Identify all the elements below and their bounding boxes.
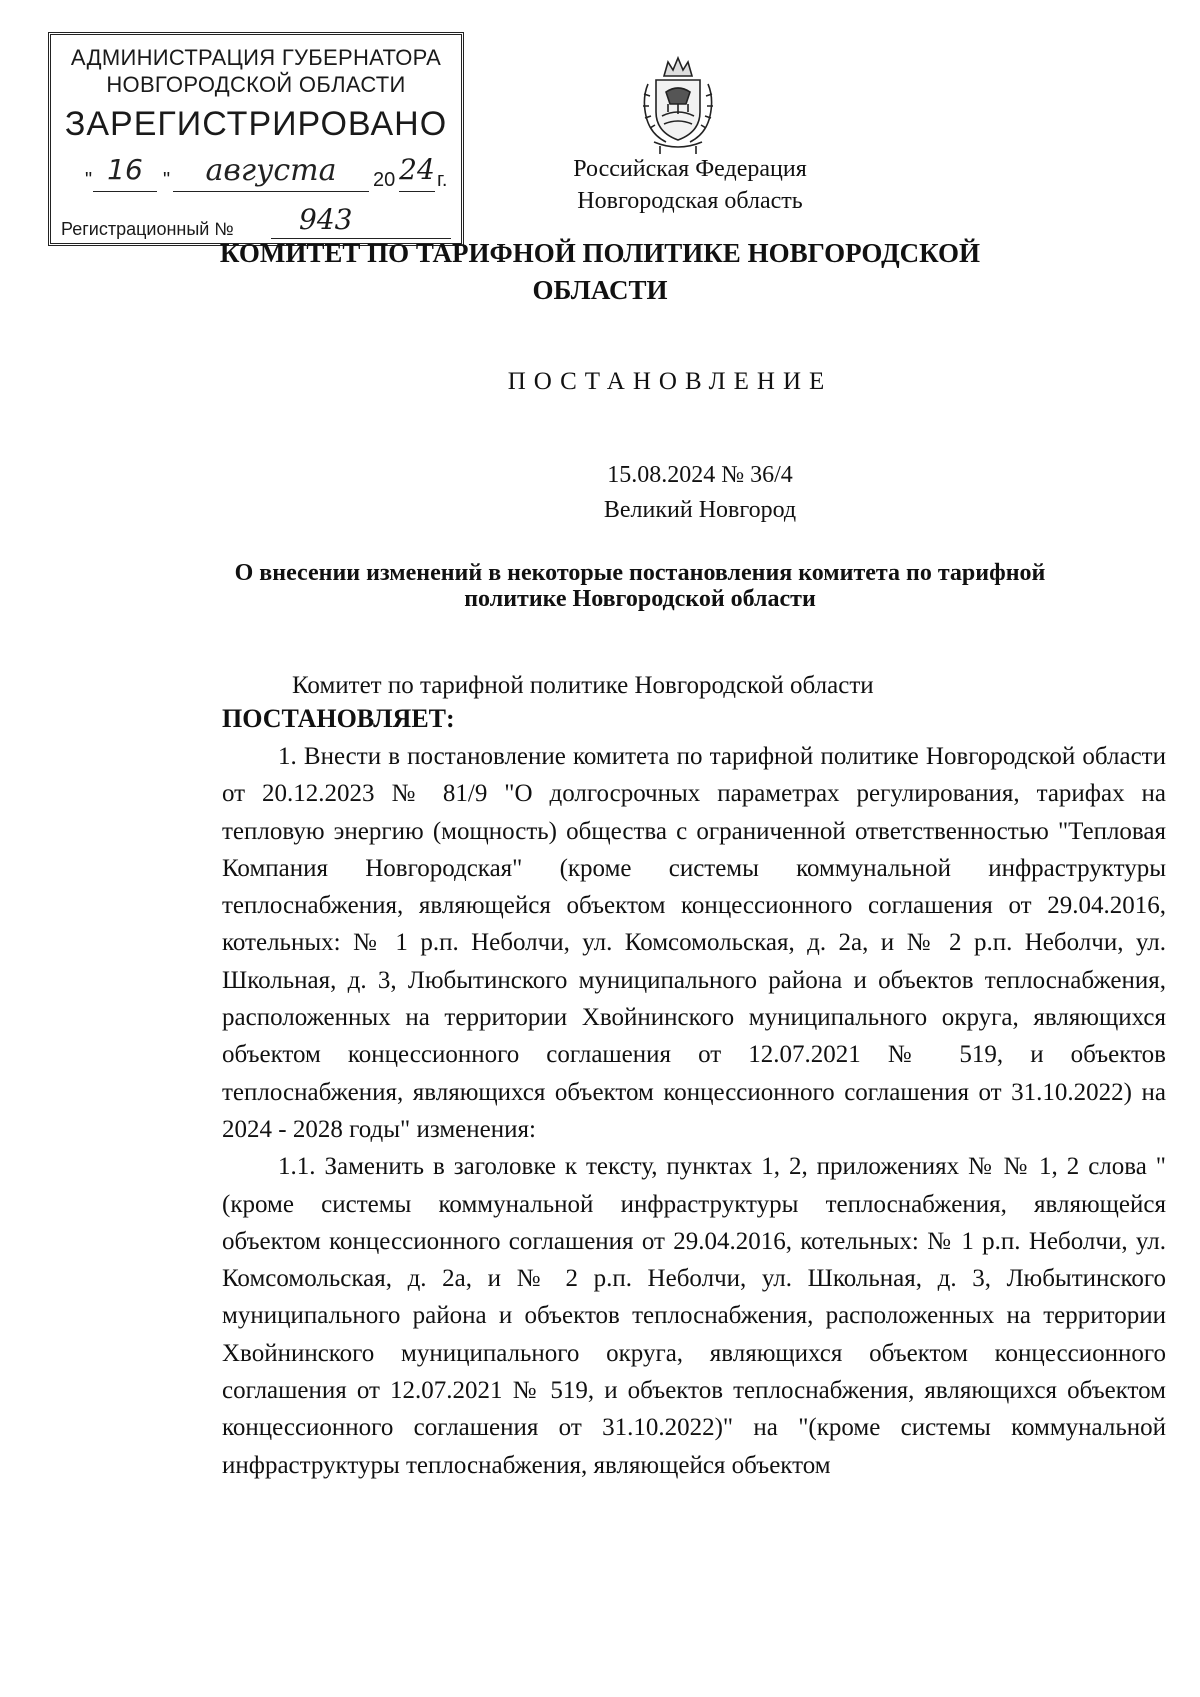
stamp-quote-open: " bbox=[85, 169, 93, 191]
committee-title: КОМИТЕТ ПО ТАРИФНОЙ ПОЛИТИКЕ НОВГОРОДСКОЙ ОБЛАСТИ bbox=[219, 238, 981, 305]
stamp-year-prefix: 20 bbox=[373, 169, 396, 191]
stamp-quote-close: " bbox=[163, 169, 171, 191]
paragraph-1-1: 1.1. Заменить в заголовке к тексту, пунктах 1, 2, приложениях № № 1, 2 слова " (кроме системы коммунальной инфраструктуры теплоснабжения, являющейся объектом концессионного соглашения от 29.04.2016, котельных: № 1 р.п. Неболчи, ул. Комсомольская, д. 2а, и № 2 р.п. Неболчи, ул. Школьная, д. 3, Любытинского муниципального района и объектов теплоснабжения, расположенных на территории Хвойнинского муниципального округа, являющихся объектом концессионного соглашения от 12.07.2021 № 519, и объектов теплоснабжения, являющихся объектом концессионного соглашения от 31.10.2022)" на "(кроме системы коммунальной инфраструктуры теплоснабжения, являющейся объектом bbox=[222, 1153, 1166, 1479]
stamp-day: 16 bbox=[93, 153, 157, 192]
stamp-number-value: 943 bbox=[271, 203, 451, 239]
document-date-number: 15.08.2024 № 36/4 bbox=[607, 462, 793, 488]
document-subject: О внесении изменений в некоторые постановления комитета по тарифной политике Новгородской области bbox=[234, 560, 1046, 612]
resolves-heading: ПОСТАНОВЛЯЕТ: bbox=[222, 704, 455, 733]
coat-of-arms-icon bbox=[636, 54, 720, 158]
paragraph-1: 1. Внести в постановление комитета по тарифной политике Новгородской области от 20.12.2023 № 81/9 "О долгосрочных параметрах регулирования, тарифах на тепловую энергию (мощность) общества с ограниченной ответственностью "Тепловая Компания Новгородская" (кроме системы коммунальной инфраструктуры теплоснабжения, являющейся объектом концессионного соглашения от 29.04.2016, котельных: № 1 р.п. Неболчи, ул. Комсомольская, д. 2а, и № 2 р.п. Неболчи, ул. Школьная, д. 3, Любытинского муниципального района и объектов теплоснабжения, расположенных на территории Хвойнинского муниципального округа, являющихся объектом концессионного соглашения от 12.07.2021 № 519, и объектов теплоснабжения, являющихся объектом концессионного соглашения от 31.10.2022) на 2024 - 2028 годы" изменения: bbox=[222, 743, 1166, 1143]
country-name: Российская Федерация bbox=[573, 156, 807, 182]
region-name: Новгородская область bbox=[577, 188, 803, 214]
stamp-registered: ЗАРЕГИСТРИРОВАНО bbox=[64, 105, 448, 143]
stamp-year-suffix: 24 bbox=[399, 153, 435, 192]
stamp-date-line bbox=[81, 153, 451, 199]
stamp-line-1: АДМИНИСТРАЦИЯ ГУБЕРНАТОРА bbox=[70, 45, 442, 70]
stamp-year-g: г. bbox=[437, 169, 448, 191]
registration-stamp bbox=[48, 32, 464, 246]
intro-line: Комитет по тарифной политике Новгородской области bbox=[292, 672, 874, 699]
stamp-line-2: НОВГОРОДСКОЙ ОБЛАСТИ bbox=[106, 72, 406, 97]
document-city: Великий Новгород bbox=[603, 497, 797, 523]
document-type: ПОСТАНОВЛЕНИЕ bbox=[507, 368, 833, 395]
stamp-month: августа bbox=[173, 153, 369, 192]
document-body bbox=[222, 738, 1166, 1484]
stamp-number-label: Регистрационный № bbox=[61, 219, 234, 239]
